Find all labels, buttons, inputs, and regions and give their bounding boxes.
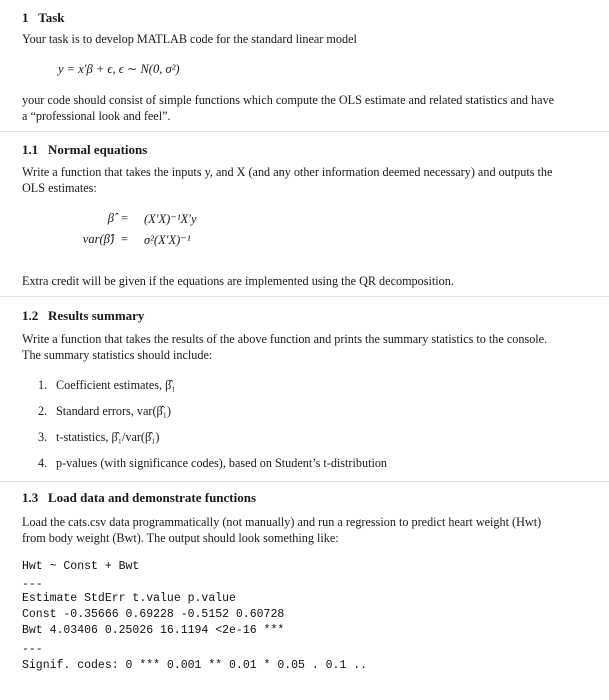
extra-credit-note: Extra credit will be given if the equations are implemented using the QR decomposition. [22,274,454,288]
list-item-number: 3. [38,430,48,444]
eq2-rhs: σ²(X′X)⁻¹ [144,233,191,247]
eq1-lhs: β̂ [107,211,114,225]
table-header: Estimate StdErr t.value p.value [22,592,236,605]
section-1-2-text-line-2: The summary statistics should include: [22,348,213,362]
section-1-1-heading [22,142,147,158]
regression-formula: Hwt ~ Const + Bwt [22,560,140,573]
section-1-number: 1 [22,10,29,25]
section-1-1-title: Normal equations [48,142,148,157]
section-1-3-heading [22,490,256,506]
list-item-number: 2. [38,404,48,418]
table-row: Bwt 4.03406 0.25026 16.1194 <2e-16 *** [22,624,285,637]
eq2-lhs: var(β̂) [82,232,114,246]
eq2-equals: = [121,232,129,246]
eq1-equals: = [121,211,129,225]
list-item-text: p-values (with significance codes), based on Student’s t-distribution [56,456,388,470]
model-equation: y = x′β + ϵ, ϵ ∼ N(0, σ²) [58,62,180,76]
section-1-3-text-line-1: Load the cats.csv data programmatically (not manually) and run a regression to predict heart weight (Hwt) [22,515,542,529]
divider [0,296,609,297]
list-item-text: t-statistics, β̂₁/var(β̂₁) [56,430,160,444]
list-item [38,455,387,471]
divider [0,481,609,482]
list-item [38,377,176,393]
section-1-heading [22,10,65,26]
divider [0,131,609,132]
section-1-2-heading [22,308,144,324]
list-item-text: Standard errors, var(β̂₁) [56,404,172,418]
output-separator: --- [22,578,43,591]
section-1-2-text-line-1: Write a function that takes the results of the above function and prints the summary statistics to the console. [22,332,548,346]
section-1-2-title: Results summary [48,308,145,323]
list-item-number: 4. [38,456,48,470]
section-1-2-number: 1.2 [22,308,39,323]
section-1-1-number: 1.1 [22,142,39,157]
section-1-1-text-line-2: OLS estimates: [22,181,97,195]
list-item [38,403,171,419]
list-item-text: Coefficient estimates, β̂₁ [56,378,176,392]
section-1-3-number: 1.3 [22,490,39,505]
section-1-title: Task [38,10,65,25]
section-1-text-line-2: a “professional look and feel”. [22,109,171,123]
significance-codes: Signif. codes: 0 *** 0.001 ** 0.01 * 0.05 . 0.1 .. [22,659,368,672]
section-1-3-text-line-2: from body weight (Bwt). The output should look something like: [22,531,339,545]
section-1-intro: Your task is to develop MATLAB code for the standard linear model [22,32,357,46]
output-separator: --- [22,643,43,656]
table-row: Const -0.35666 0.69228 -0.5152 0.60728 [22,608,285,621]
list-item [38,429,159,445]
eq1-rhs: (X′X)⁻¹X′y [144,212,197,226]
list-item-number: 1. [38,378,48,392]
section-1-text-line-1: your code should consist of simple functions which compute the OLS estimate and related statistics and have [22,93,555,107]
section-1-3-title: Load data and demonstrate functions [48,490,257,505]
section-1-1-text-line-1: Write a function that takes the inputs y, and X (and any other information deemed necessary) and outputs the [22,165,553,179]
